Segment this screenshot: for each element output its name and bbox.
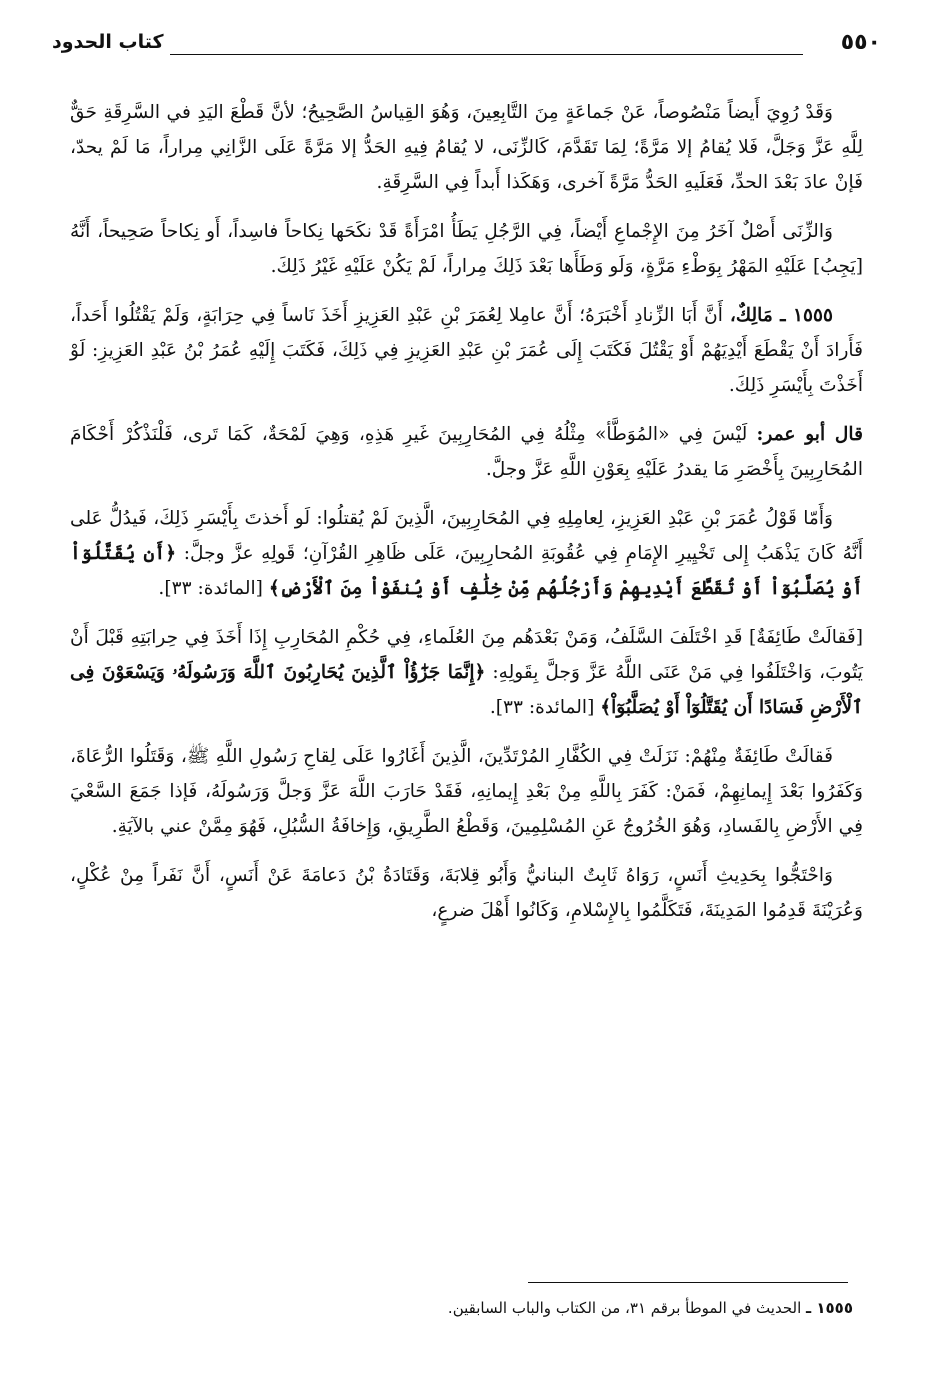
- paragraph-6: [70, 620, 863, 725]
- paragraph-text: وَاحْتَجُّوا بِحَدِيثِ أَنَسٍ، رَوَاهُ ثَابِتٌ البنانيُّ وَأَبُو قِلابَةَ، وَقَتَادَةُ بْنُ دَعامَةَ عَنْ أَنَسٍ، أَنَّ نَفَراً مِنْ عُكْلٍ، وَعُرَيْنَةَ قَدِمُوا المَدِينَةَ، فَتَكَلَّمُوا بِالإِسْلامِ، وَكَانُوا أَهْلَ ضرعٍ،: [70, 865, 863, 921]
- quran-verse: ﴿إِنَّمَا جَزَٰٓؤُاْ ٱلَّذِينَ يُحَارِبُونَ ٱللَّهَ وَرَسُولَهُۥ وَيَسْعَوْنَ فِى ٱلْأَرْضِ فَسَادًا أَن يُقَتَّلُوٓاْ أَوْ يُصَلَّبُوٓاْ﴾: [70, 662, 863, 718]
- footnote: [70, 1295, 853, 1321]
- speaker-label: قال أبو عمر:: [756, 424, 863, 445]
- paragraph-2: [70, 214, 863, 284]
- commentary-abu-umar: [70, 417, 863, 487]
- page-number: ٥٥٠: [840, 30, 881, 55]
- running-title: كتاب الحدود: [52, 31, 164, 53]
- footnote-rule: [528, 1282, 848, 1283]
- paragraph-text: لَيْسَ فِي «المُوَطَّأ» مِثْلُهُ فِي المُحَارِبِينَ غَيرِ هَذِهِ، وَهِيَ لَمْحَةٌ، كَمَا تَرى، فَلْنَذْكُرْ أَحْكَامَ المُحَارِبِينَ بِأَخْصَرِ مَا يقدرُ عَلَيْهِ بِعَوْنِ اللَّهِ عَزَّ وجلَّ.: [70, 424, 863, 480]
- paragraph-8: [70, 858, 863, 928]
- hadith-number-label: ١٥٥٥ ـ مَالِكٌ،: [729, 305, 833, 326]
- quran-verse: ﴿أَن يُقَتَّلُوٓاْ أَوْ يُصَلَّبُوٓاْ أَوْ تُقَطَّعَ أَيْدِيهِمْ وَأَرْجُلُهُم مِّنْ خِلَٰفٍ أَوْ يُنفَوْاْ مِنَ ٱلْأَرْضِ﴾: [70, 543, 863, 599]
- verse-reference: [المائدة: ٣٣].: [158, 578, 269, 599]
- paragraph-1: [70, 95, 863, 200]
- paragraph-5: [70, 501, 863, 606]
- main-text: [70, 95, 863, 942]
- page-header: [52, 30, 881, 62]
- verse-reference: [المائدة: ٣٣].: [489, 697, 601, 718]
- footnote-number: ١٥٥٥ ـ: [806, 1299, 853, 1317]
- header-rule: [170, 54, 803, 55]
- paragraph-text: أَنَّ أَبَا الزِّنادِ أَخْبَرَهُ؛ أَنَّ عامِلا لِعُمَرَ بْنِ عَبْدِ العَزِيزِ أَخَذَ نَاساً فِي حِرَابَةٍ، وَلَمْ يَقْتُلُوا أَحَداً، فَأَرادَ أَنْ يَقْطَعَ أَيْدِيَهُمْ أَوْ يَقْتُلَ فَكَتَبَ إِلَى عُمَرَ بْنِ عَبْدِ العَزِيزِ فِي ذَلِكَ، فَكَتَبَ إِلَيْهِ عُمَرُ بْنُ عَبْدِ العَزِيزِ: لَوْ أَخَذْتَ بِأَيْسَرِ ذَلِكَ.: [70, 305, 863, 396]
- paragraph-text: وَالزِّنَى أَصْلٌ آخَرُ مِنَ الإِجْماعِ أَيْضاً، فِي الرَّجُلِ يَطَأُ امْرَأَةً قَدْ نكَحَها نِكاحاً فاسِداً، أَو نِكاحاً صَحِيحاً، أَنَّهُ [يَجِبُ] عَلَيْهِ المَهْرُ بِوَطْءِ مَرَّةٍ، وَلَو وَطَأَها بَعْدَ ذَلِكَ مِراراً، لَمْ يَكُنْ عَلَيْهِ غَيْرُ ذَلِكَ.: [70, 221, 863, 277]
- footnote-text: الحديث في الموطأ برقم ٣١، من الكتاب والباب السابقين.: [447, 1299, 807, 1317]
- paragraph-text: وَقَدْ رُوِيَ أَيضاً مَنْصُوصاً، عَنْ جَماعَةٍ مِنَ التَّابِعِينَ، وَهُوَ القِياسُ الصَّحِيحُ؛ لأنَّ قَطْعَ اليَدِ في السَّرِقَةِ حَقٌّ لِلَّهِ عَزَّ وَجَلَّ، فَلا يُقامُ إلا مَرَّةً؛ لِمَا تَقَدَّمَ، كَالزِّنَى، لا يُقامُ فِيهِ الحَدُّ إلا مَرَّةً عَلَى الزَّانِي مِراراً، مَا لَمْ يحدّ، فَإنْ عادَ بَعْدَ الحدِّ، فَعَلَيهِ الحَدُّ مَرَّةً آخرى، وَهَكَذا أَبداً فِي السَّرِقَةِ.: [70, 102, 863, 193]
- paragraph-text: فَقالَتْ طَائِفَةٌ مِنْهُمْ: نَزَلَتْ فِي الكُفَّارِ المُرْتَدِّينَ، الَّذِينَ أَغَارُوا عَلَى لِقاحِ رَسُولِ اللَّهِ ﷺ، وَقَتَلُوا الرُّعَاةَ، وَكَفَرُوا بَعْدَ إِيمانِهِمْ، فَمَنْ: كَفَرَ بِاللَّهِ مِنْ بَعْدِ إِيمانِهِ، فَقَدْ حَارَبَ اللَّهَ عَزَّ وَجلَّ وَرَسُولَهُ، فَإذا جَمَعَ السَّعْيَ فِي الأَرْضِ بِالفَسادِ، وَهُوَ الخُرُوجُ عَنِ المُسْلِمِينَ، وَقَطْعُ الطَّرِيقِ، وَإِخافَةُ السُّبُلِ، فَهُوَ مِمَّنْ عني بالآيَةِ.: [70, 746, 863, 837]
- paragraph-text: وَأَمّا قَوْلُ عُمَرَ بْنِ عَبْدِ العَزِيزِ، لِعامِلِهِ فِي المُحَارِبِينَ، الَّذِينَ لَمْ يُقتلُوا: لَو أَخذتَ بِأَيْسَرِ ذَلِكَ، فَيدُلُّ عَلى أَنَّهُ كَانَ يَذْهَبُ إِلى تَخْيِيرِ الإِمَامِ فِي عُقُوبَةِ المُحارِبِينَ، عَلَى ظَاهِرِ القُرْآنِ؛ قَولِهِ عزَّ وجلَّ:: [70, 508, 863, 564]
- paragraph-7: [70, 739, 863, 844]
- paragraph-text: [فَقالَتْ طَائِفَةٌ] قَدِ اخْتَلَفَ السَّلَفُ، وَمَنْ بَعْدَهُم مِنَ العُلَماءِ، فِي حُكْمِ المُحَارِبِ إِذَا أَخَذَ فِي حِرابَتِهِ قَبْلَ أَنْ يَتُوبَ، وَاخْتَلَفُوا فِي مَنْ عَنَى اللَّهُ عَزَّ وَجلَّ بِقَولِهِ:: [70, 627, 863, 683]
- hadith-1555: [70, 298, 863, 403]
